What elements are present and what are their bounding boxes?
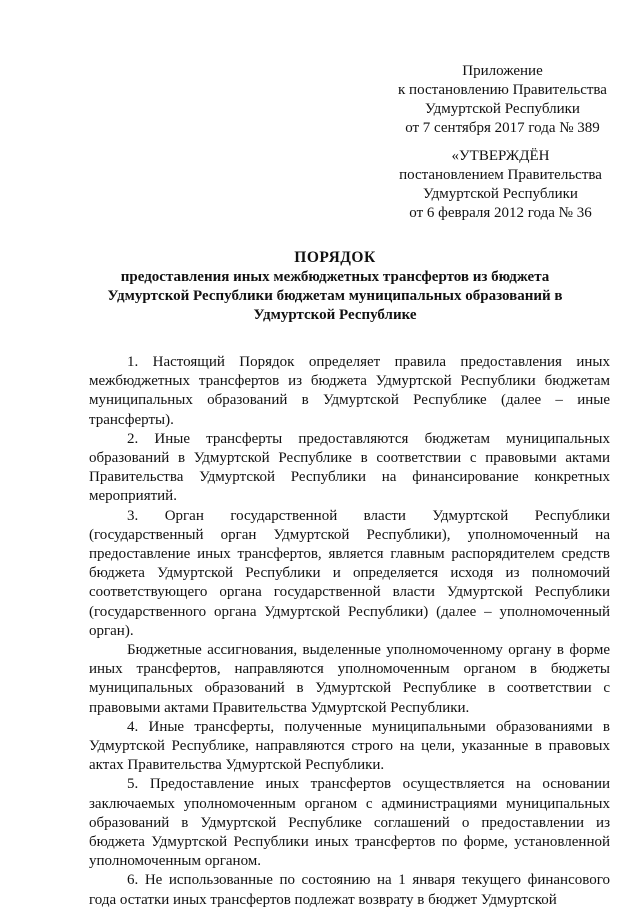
approval-line: от 6 февраля 2012 года № 36 bbox=[409, 205, 592, 221]
paragraph: 5. Предоставление иных трансфертов осуществляется на основании заключаемых уполномоченным органом с администрациями муниципальных образований в Удмуртской Республике соглашений о предоставлении из бюджета Удмуртской Республики иных трансфертов по форме, установленной уполномоченным органом. bbox=[89, 776, 610, 870]
appendix-line: от 7 сентября 2017 года № 389 bbox=[405, 120, 600, 136]
paragraph: 6. Не использованные по состоянию на 1 января текущего финансового года остатки иных трансфертов подлежат возврату в бюджет Удмуртской bbox=[89, 872, 610, 908]
paragraph: 4. Иные трансферты, полученные муниципальными образованиями в Удмуртской Республике, направляются строго на цели, указанные в правовых актах Правительства Удмуртской Республики. bbox=[89, 718, 610, 774]
subtitle-line: Удмуртской Республике bbox=[253, 307, 417, 323]
approval-line: «УТВЕРЖДЁН bbox=[451, 148, 550, 164]
appendix-line: к постановлению Правительства bbox=[398, 82, 607, 98]
paragraph: 1. Настоящий Порядок определяет правила предоставления иных межбюджетных трансфертов из бюджета Удмуртской Республики бюджетам муниципальных образований в Удмуртской Республике (далее – иные трансферты). bbox=[89, 354, 610, 428]
approval-line: постановлением Правительства bbox=[399, 167, 602, 183]
document-body bbox=[89, 353, 610, 910]
approval-line: Удмуртской Республики bbox=[423, 186, 578, 202]
paragraph: Бюджетные ассигнования, выделенные уполномоченному органу в форме иных трансфертов, направляются уполномоченным органом в бюджеты муниципальных образований в Удмуртской Республике в соответствии с правовыми актами Правительства Удмуртской Республики. bbox=[89, 642, 610, 716]
document-title: ПОРЯДОК bbox=[294, 249, 376, 266]
appendix-header bbox=[385, 62, 620, 138]
appendix-line: Приложение bbox=[462, 63, 543, 79]
subtitle-line: Удмуртской Республики бюджетам муниципальных образований в bbox=[107, 288, 563, 304]
document-subtitle bbox=[95, 268, 575, 325]
paragraph: 3. Орган государственной власти Удмуртской Республики (государственный орган Удмуртской Республики), уполномоченный на предоставление иных трансфертов, является главным распорядителем средств бюджета Удмуртской Республики и определяется исходя из полномочий соответствующего органа государственной власти Удмуртской Республики (государственного органа Удмуртской Республики) (далее – уполномоченный орган). bbox=[89, 507, 610, 639]
paragraph: 2. Иные трансферты предоставляются бюджетам муниципальных образований в Удмуртской Республике в соответствии с правовыми актами Правительства Удмуртской Республики на финансирование конкретных мероприятий. bbox=[89, 430, 610, 505]
subtitle-line: предоставления иных межбюджетных трансфертов из бюджета bbox=[120, 269, 550, 285]
approval-stamp-text bbox=[383, 147, 618, 223]
appendix-line: Удмуртской Республики bbox=[425, 101, 580, 117]
